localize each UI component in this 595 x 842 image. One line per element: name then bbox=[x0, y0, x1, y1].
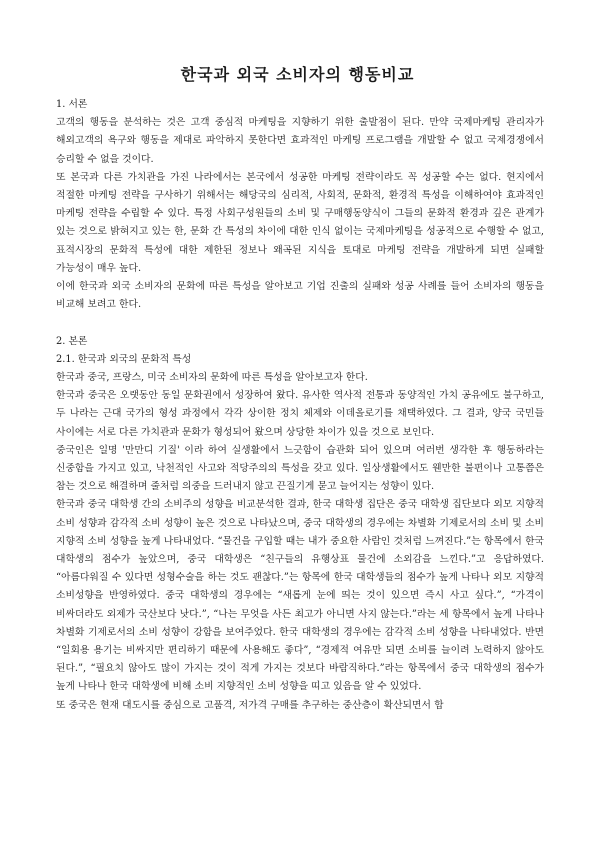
paragraph: 또 중국은 현재 대도시를 중심으로 고품격, 저가격 구매를 추구하는 중산층이 확산되면서 합 bbox=[56, 699, 444, 711]
paragraph: 한국과 중국, 프랑스, 미국 소비자의 문화에 따른 특성을 알아보고자 한다. bbox=[56, 372, 368, 384]
paragraph: 중국인은 일명 '만만디 기질' 이라 하여 실생활에서 느긋함이 습관화 되어 있으며 여러번 생각한 후 행동하라는 신중함을 가지고 있고, 낙천적인 사고와 적당주의의 특성을 갖고 있다. 일상생활에서도 웬만한 불편이나 고통쯤은 참는 것으로 해결하며 줄처럼 의중을 드러내지 않고 끈질기게 묻고 늘어지는 성향이 있다. bbox=[56, 444, 544, 493]
section-heading-body: 2. 본론 bbox=[56, 335, 88, 347]
paragraph: 이에 한국과 외국 소비자의 문화에 따른 특성을 알아보고 기업 진출의 실패와 성공 사례를 들어 소비자의 행동을 비교해 보려고 한다. bbox=[56, 281, 544, 311]
subsection-heading: 2.1. 한국과 외국의 문화적 특성 bbox=[56, 353, 192, 365]
section-heading-introduction: 1. 서론 bbox=[56, 99, 88, 110]
document-title: 한국과 외국 소비자의 행동비교 bbox=[180, 65, 415, 84]
paragraph: 고객의 행동을 분석하는 것은 고객 중심적 마케팅을 지향하기 위한 출발점이 된다. 만약 국제마케팅 관리자가 해외고객의 욕구와 행동을 제대로 파악하지 못한다면 효과적인 마케팅 프로그램을 개발할 수 없고 국제경쟁에서 승리할 수 없을 것이다. bbox=[56, 117, 544, 165]
paragraph: 한국과 중국 대학생 간의 소비주의 성향을 비교분석한 결과, 한국 대학생 집단은 중국 대학생 집단보다 외모 지향적 소비 성향과 감각적 소비 성향이 높은 것으로 나타났으며, 중국 대학생의 경우에는 차별화 기제로서의 소비 및 소비 지향적 소비 성향을 높게 나타내었다. “물건을 구입할 때는 내가 중요한 사람인 것처럼 느껴진다.”는 항목에서 한국 대학생의 점수가 높았으며, 중국 대학생은 “친구들의 유행상표 물건에 소외감을 느낀다.”고 응답하였다. “아름다워질 수 있다면 성형수술을 하는 것도 괜찮다.”는 항목에 한국 대학생들의 점수가 높게 나타나 외모 지향적 소비성향을 반영하였다. 중국 대학생의 경우에는 “새롭게 눈에 띄는 것이 있으면 즉시 사고 싶다.”, “가격이 비싸더라도 외제가 국산보다 낫다.”, “나는 무엇을 사든 최고가 아니면 사지 않는다.”라는 세 항목에서 높게 나타나 차별화 기제로서의 소비 성향이 강함을 보여주었다. 한국 대학생의 경우에는 감각적 소비 성향을 나타내었다. 반면 “일회용 용기는 비싸지만 편리하기 때문에 사용해도 좋다”, “경제적 여유만 되면 소비를 늘이려 노력하지 않아도 된다.”, “필요치 않아도 많이 가지는 것이 적게 가지는 것보다 바람직하다.”라는 항목에서 중국 대학생의 점수가 높게 나타나 한국 대학생에 비해 소비 지향적인 소비 성향을 띠고 있음을 알 수 있었다. bbox=[56, 499, 544, 693]
paragraph: 한국과 중국은 오랫동안 동일 문화권에서 성장하여 왔다. 유사한 역사적 전통과 동양적인 가치 공유에도 불구하고, 두 나라는 근대 국가의 형성 과정에서 각각 상이한 정치 체제와 이데올로기를 채택하였다. 그 결과, 양국 국민들 사이에는 서로 다른 가치관과 문화가 형성되어 왔으며 상당한 차이가 있을 것으로 보인다. bbox=[56, 390, 544, 438]
section-spacer bbox=[56, 314, 544, 332]
document-body bbox=[56, 96, 544, 715]
paragraph: 또 본국과 다른 가치관을 가진 나라에서는 본국에서 성공한 마케팅 전략이라도 꼭 성공할 수는 없다. 현지에서 적절한 마케팅 전략을 구사하기 위해서는 해당국의 심리적, 사회적, 문화적, 환경적 특성을 이해하여야 효과적인 마케팅 전략을 수립할 수 있다. 특정 사회구성원들의 소비 및 구매행동양식이 그들의 문화적 환경과 깊은 관계가 있는 것으로 밝혀지고 있는 한, 문화 간 특성의 차이에 대한 인식 없이는 국제마케팅을 성공적으로 수행할 수 없고, 표적시장의 문화적 특성에 대한 제한된 정보나 왜곡된 지식을 토대로 마케팅 전략을 개발하게 되면 실패할 가능성이 매우 높다. bbox=[56, 171, 544, 274]
